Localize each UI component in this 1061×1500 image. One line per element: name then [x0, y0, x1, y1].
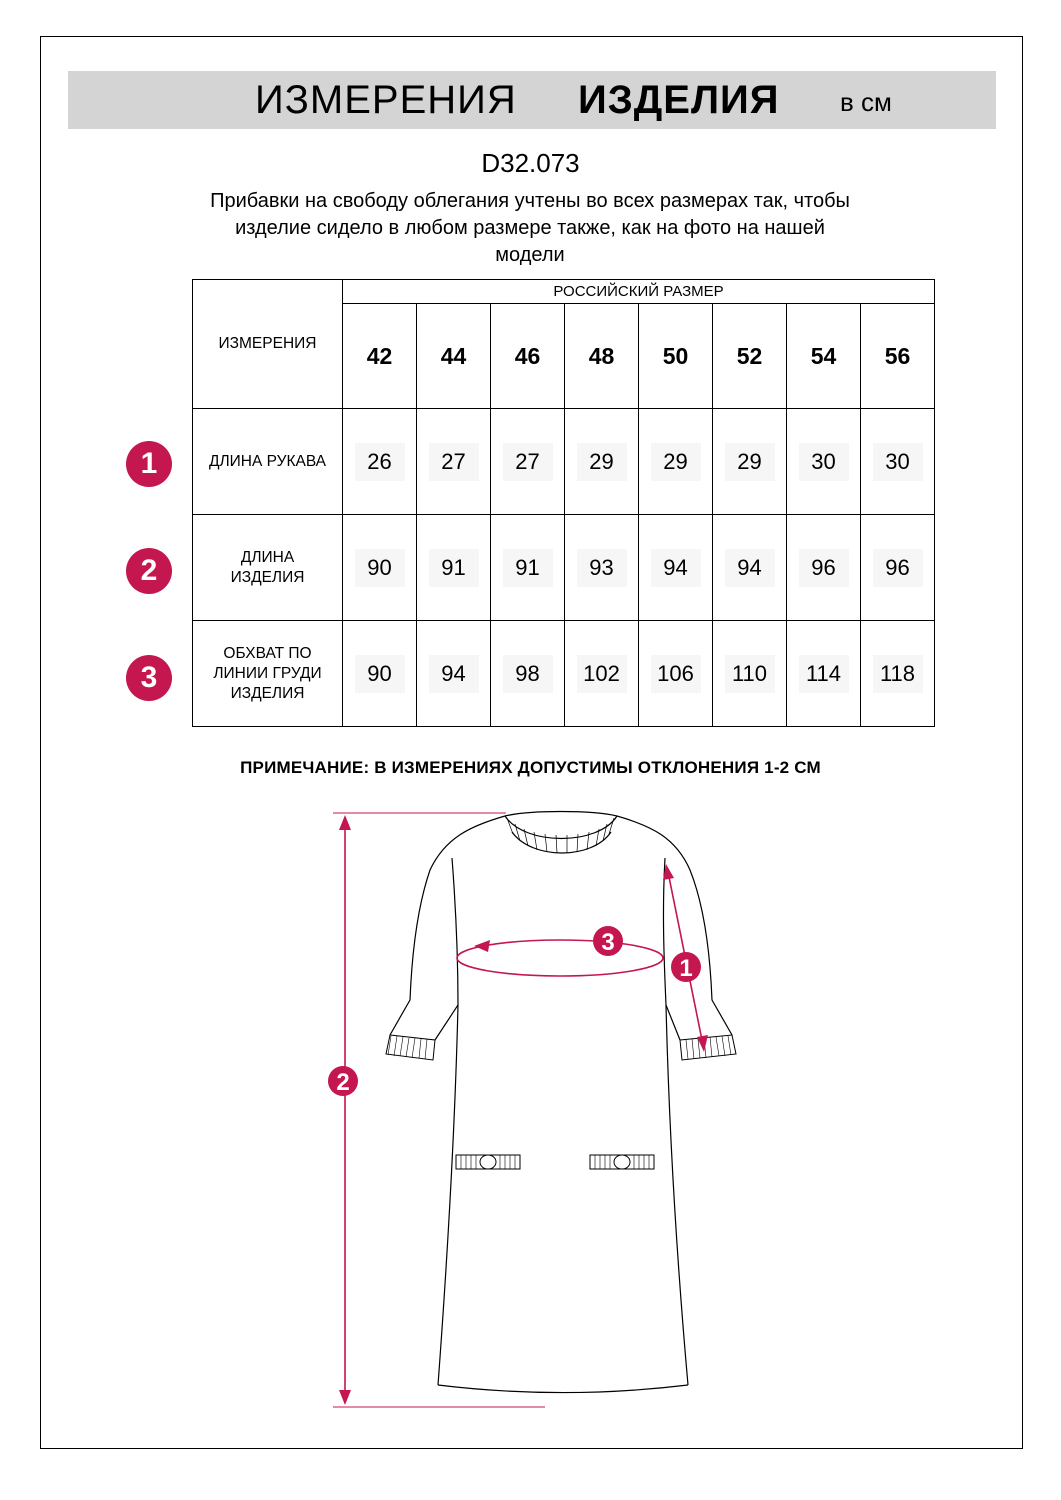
rib-line — [545, 834, 547, 852]
cell-value-text: 29 — [651, 443, 701, 481]
cell-value-text: 30 — [799, 443, 849, 481]
cell-value-text: 96 — [873, 549, 923, 587]
cell-value-text: 94 — [651, 549, 701, 587]
rib-line — [609, 818, 614, 834]
row-label-line: ДЛИНА — [240, 548, 295, 566]
row-label-line: ИЗДЕЛИЯ — [230, 684, 305, 702]
arrow-left-icon — [474, 940, 490, 952]
size-header: 42 — [343, 304, 417, 409]
rib-line — [577, 834, 578, 852]
cell-value-text: 96 — [799, 549, 849, 587]
arrow-up-icon — [339, 815, 351, 830]
chest-badge-number: 3 — [601, 929, 615, 956]
cell-value-text: 106 — [651, 655, 701, 693]
row-badge: 1 — [126, 441, 172, 487]
title-units: в см — [840, 87, 892, 117]
cell-value-text: 98 — [503, 655, 553, 693]
fit-note-line: изделие сидело в любом размере также, как на фото на нашей — [235, 217, 825, 239]
tolerance-remark: ПРИМЕЧАНИЕ: В ИЗМЕРЕНИЯХ ДОПУСТИМЫ ОТКЛОНЕНИЯ 1-2 СМ — [240, 758, 821, 777]
cell-value-text: 90 — [355, 549, 405, 587]
right-cuff — [680, 1035, 736, 1060]
cell-value-text: 26 — [355, 443, 405, 481]
cell-value-text: 118 — [873, 655, 923, 693]
cell-value-text: 90 — [355, 655, 405, 693]
fit-note-line: Прибавки на свободу облегания учтены во всех размерах так, чтобы — [210, 190, 850, 212]
row-badge: 3 — [126, 655, 172, 701]
length-badge-number: 2 — [336, 1069, 350, 1096]
rib-line — [556, 835, 557, 853]
row-label-line: ЛИНИИ ГРУДИ — [213, 664, 322, 682]
cell-value-text: 102 — [577, 655, 627, 693]
row-label-line: ОБХВАТ ПО — [223, 644, 312, 662]
dress-outline — [390, 812, 732, 1393]
neck-rib — [507, 818, 614, 853]
row-badge: 2 — [126, 548, 172, 594]
cell-value-text: 29 — [577, 443, 627, 481]
size-header: 56 — [861, 304, 935, 409]
cell-value-text: 91 — [503, 549, 553, 587]
cell-value-text: 93 — [577, 549, 627, 587]
size-header: 46 — [491, 304, 565, 409]
left-cuff — [386, 1035, 435, 1060]
sleeve-badge-number: 1 — [679, 955, 693, 982]
cell-value-text: 94 — [429, 655, 479, 693]
cell-value-text: 29 — [725, 443, 775, 481]
arrow-down-icon — [339, 1390, 351, 1405]
rib-line — [507, 818, 513, 834]
fit-note-line: модели — [495, 244, 565, 266]
title-light: ИЗМЕРЕНИЯ — [255, 78, 517, 122]
size-header: 44 — [417, 304, 491, 409]
cell-value-text: 27 — [429, 443, 479, 481]
button-icon — [480, 1155, 496, 1169]
row-label-line: ДЛИНА РУКАВА — [208, 452, 327, 470]
cell-value-text: 114 — [799, 655, 849, 693]
title-bold: ИЗДЕЛИЯ — [578, 78, 780, 122]
product-code: D32.073 — [481, 148, 580, 178]
cuffs — [386, 1035, 736, 1060]
cell-value-text: 91 — [429, 549, 479, 587]
size-caption: РОССИЙСКИЙ РАЗМЕР — [343, 280, 935, 304]
row-label-line: ИЗДЕЛИЯ — [230, 568, 305, 586]
cell-value-text: 27 — [503, 443, 553, 481]
size-header: 50 — [639, 304, 713, 409]
cell-value-text: 30 — [873, 443, 923, 481]
measure-guides — [333, 813, 703, 1407]
size-header: 48 — [565, 304, 639, 409]
size-header: 52 — [713, 304, 787, 409]
cell-value-text: 94 — [725, 549, 775, 587]
diagram-badges — [328, 926, 701, 1096]
arrowheads — [339, 815, 708, 1405]
size-header: 54 — [787, 304, 861, 409]
cell-value-text: 110 — [725, 655, 775, 693]
button-icon — [614, 1155, 630, 1169]
measure-header: ИЗМЕРЕНИЯ — [193, 280, 343, 409]
